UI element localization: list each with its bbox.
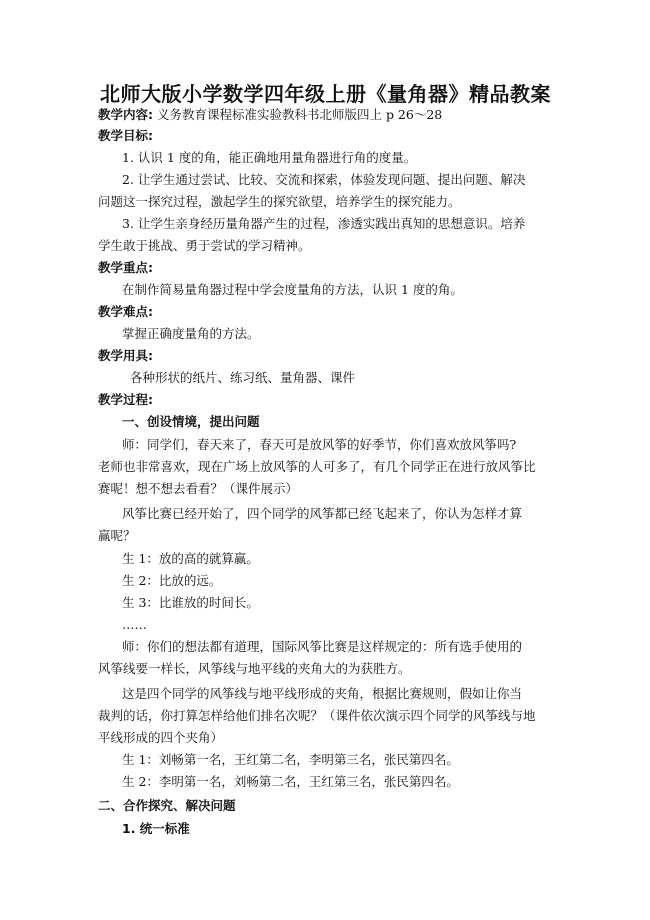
dialogue-line: 风筝线要一样长，风筝线与地平线的夹角大的为获胜方。 <box>98 661 411 676</box>
goal-line: 3. 让学生亲身经历量角器产生的过程，渗透实践出真知的思想意识。培养 <box>122 216 526 231</box>
section-heading: 一、创设情境，提出问题 <box>122 414 260 429</box>
teaching-content-text: 义务教育课程标准实验教科书北师版四上 p 26～28 <box>156 107 443 122</box>
goal-line: 学生敢于挑战、勇于尝试的学习精神。 <box>98 238 311 253</box>
process-label: 教学过程: <box>98 392 153 407</box>
key-points-text: 在制作简易量角器过程中学会度量角的方法，认识 1 度的角。 <box>122 282 463 297</box>
teaching-content-line <box>98 104 442 126</box>
dialogue-line: 师：同学们，春天来了，春天可是放风筝的好季节，你们喜欢放风筝吗? <box>122 437 517 452</box>
tools-text: 各种形状的纸片、练习纸、量角器、课件 <box>130 370 356 385</box>
dialogue-line: 生 1：刘畅第一名，王红第二名，李明第三名，张民第四名。 <box>122 752 459 767</box>
dialogue-line: 赢呢？ <box>98 528 136 543</box>
dialogue-line: 风筝比赛已经开始了，四个同学的风筝都已经飞起来了，你认为怎样才算 <box>122 506 523 521</box>
dialogue-line: 生 3：比谁放的时间长。 <box>122 595 259 610</box>
dialogue-line: 师：你们的想法都有道理，国际风筝比赛是这样规定的：所有选手使用的 <box>122 639 523 654</box>
dialogue-line: 这是四个同学的风筝线与地平线形成的夹角，根据比赛规则，假如让你当 <box>122 686 523 701</box>
section-heading: 二、合作探究、解决问题 <box>98 798 236 813</box>
goal-line: 2. 让学生通过尝试、比较、交流和探索，体验发现问题、提出问题、解决 <box>122 172 526 187</box>
goal-line: 问题这一探究过程，激起学生的探究欲望，培养学生的探究能力。 <box>98 194 461 209</box>
key-points-label: 教学重点: <box>98 260 153 275</box>
document-title: 北师大版小学数学四年级上册《量角器》精品教案 <box>100 82 551 106</box>
dialogue-line: 赛呢！想不想去看看？（课件展示） <box>98 481 299 496</box>
difficulty-text: 掌握正确度量角的方法。 <box>122 326 260 341</box>
dialogue-line: 平线形成的四个夹角） <box>98 730 224 745</box>
dialogue-line: 生 2：比放的远。 <box>122 573 222 588</box>
dialogue-line: 生 1：放的高的就算赢。 <box>122 551 259 566</box>
subsection-heading: 1. 统一标准 <box>122 821 190 836</box>
ellipsis-line: …… <box>122 617 147 632</box>
teaching-goals-label: 教学目标: <box>98 128 153 143</box>
tools-label: 教学用具: <box>98 348 153 363</box>
dialogue-line: 老师也非常喜欢，现在广场上放风筝的人可多了，有几个同学正在进行放风筝比 <box>98 459 536 474</box>
dialogue-line: 生 2：李明第一名，刘畅第二名，王红第三名，张民第四名。 <box>122 774 459 789</box>
teaching-content-label: 教学内容: <box>98 107 153 122</box>
dialogue-line: 裁判的话，你打算怎样给他们排名次呢？（课件依次演示四个同学的风筝线与地 <box>98 708 536 723</box>
goal-line: 1. 认识 1 度的角，能正确地用量角器进行角的度量。 <box>122 150 417 165</box>
difficulty-label: 教学难点: <box>98 304 153 319</box>
